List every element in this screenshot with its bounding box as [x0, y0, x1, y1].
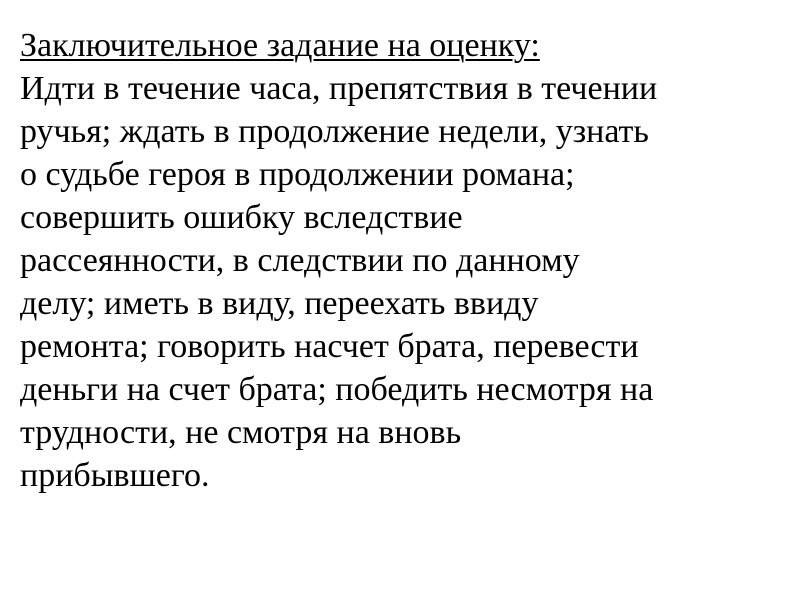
- text-line: о судьбе героя в продолжении романа;: [20, 156, 575, 193]
- text-line: Идти в течение часа, препятствия в течении: [20, 70, 658, 107]
- text-line: деньги на счет брата; победить несмотря на: [20, 371, 654, 408]
- text-line: делу; иметь в виду, переехать ввиду: [20, 285, 539, 322]
- text-line: рассеянности, в следствии по данному: [20, 242, 580, 279]
- text-line: ручья; ждать в продолжение недели, узнать: [20, 113, 649, 150]
- slide-content: [20, 24, 790, 497]
- text-line: прибывшего.: [20, 457, 210, 494]
- slide-title: Заключительное задание на оценку:: [20, 27, 540, 64]
- exercise-text: [20, 67, 790, 497]
- text-line: трудности, не смотря на вновь: [20, 414, 462, 451]
- text-line: ремонта; говорить насчет брата, перевести: [20, 328, 639, 365]
- text-line: совершить ошибку вследствие: [20, 199, 463, 236]
